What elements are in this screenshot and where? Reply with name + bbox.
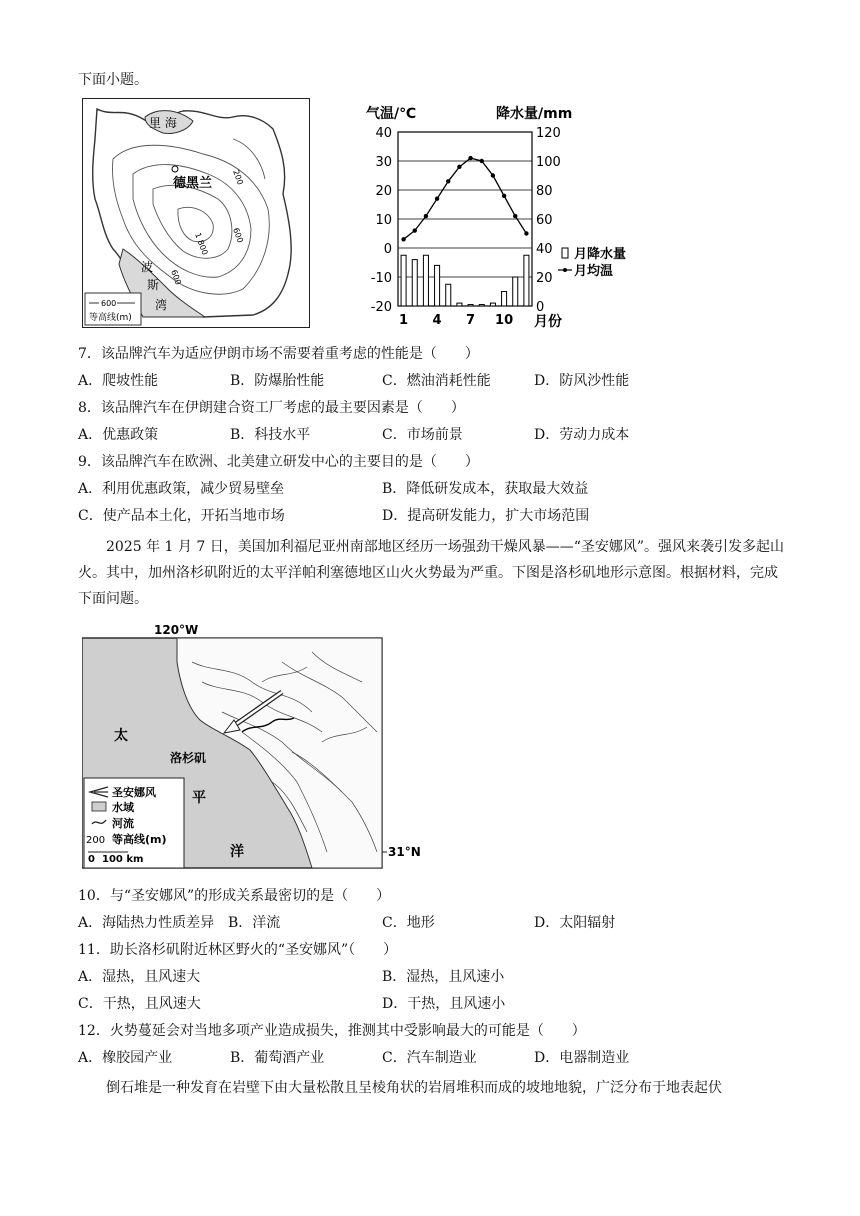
- water-legend-swatch: [92, 802, 106, 811]
- right-tick-label: 60: [536, 213, 553, 228]
- q10-option-c[interactable]: C．地形: [382, 915, 435, 931]
- ocean-label: 太: [114, 728, 128, 744]
- precip-bar: [502, 292, 507, 307]
- precip-bar: [446, 284, 451, 306]
- precip-bar: [524, 255, 529, 306]
- q11-option-a[interactable]: A．湿热，且风速大: [78, 969, 201, 985]
- q7-option-d[interactable]: D．防风沙性能: [534, 373, 630, 389]
- left-tick-label: 40: [375, 126, 392, 141]
- iran-map: [82, 98, 310, 328]
- x-tick-label: 7: [466, 313, 476, 328]
- tehran-marker: [172, 166, 178, 172]
- q9-option-c[interactable]: C．使产品本土化，开拓当地市场: [78, 508, 285, 524]
- q7-option-c[interactable]: C．燃油消耗性能: [382, 373, 491, 389]
- left-tick-label: 30: [375, 155, 392, 170]
- temperature-point: [468, 156, 472, 160]
- legend-contour-label: 等高线(m): [89, 313, 132, 323]
- temperature-point: [513, 214, 517, 218]
- temperature-point: [457, 165, 461, 169]
- left-tick-label: 10: [375, 213, 392, 228]
- right-tick-label: 20: [536, 271, 553, 286]
- question-8-stem: 8．该品牌汽车在伊朗建合资工厂考虑的最主要因素是（ ）: [78, 400, 465, 416]
- gulf-label: 波: [141, 260, 154, 274]
- passage-talus: 倒石堆是一种发育在岩壁下由大量松散且呈棱角状的岩屑堆积而成的坡地地貌，广泛分布于地表起伏: [106, 1080, 722, 1096]
- legend-wind: 圣安娜风: [112, 786, 156, 799]
- q12-option-d[interactable]: D．电器制造业: [534, 1050, 630, 1066]
- precip-bar: [513, 277, 518, 306]
- gulf-label: 湾: [155, 298, 168, 312]
- q8-option-d[interactable]: D．劳动力成本: [534, 427, 630, 443]
- temperature-point: [491, 173, 495, 177]
- left-axis-title: 气温/℃: [366, 106, 417, 122]
- ocean-label: 平: [192, 790, 206, 806]
- legend-bar-swatch: [562, 248, 568, 258]
- q11-option-d[interactable]: D．干热，且风速小: [382, 996, 506, 1012]
- q12-option-a[interactable]: A．橡胶园产业: [78, 1050, 173, 1066]
- q11-option-b[interactable]: B．湿热，且风速小: [382, 969, 505, 985]
- right-tick-label: 40: [536, 242, 553, 257]
- scale-zero: 0: [88, 854, 95, 865]
- temperature-point: [401, 237, 405, 241]
- legend-contour: 等高线(m): [112, 833, 167, 846]
- precip-bar: [490, 303, 495, 306]
- legend-contour-value: 200: [86, 835, 106, 846]
- temperature-point: [502, 194, 506, 198]
- ocean-label: 洋: [230, 844, 244, 860]
- x-axis-title: 月份: [534, 314, 562, 330]
- caspian-label: 里 海: [149, 116, 177, 130]
- legend-river: 河流: [112, 817, 134, 830]
- question-12-stem: 12．火势蔓延会对当地多项产业造成损失，推测其中受影响最大的可能是（ ）: [78, 1023, 586, 1039]
- q7-option-b[interactable]: B．防爆胎性能: [230, 373, 325, 389]
- question-11-stem: 11．助长洛杉矶附近林区野火的“圣安娜风”（ ）: [78, 942, 398, 958]
- left-tick-label: 0: [383, 242, 392, 257]
- precip-bar: [401, 255, 406, 306]
- temperature-point: [446, 179, 450, 183]
- right-axis-title: 降水量/mm: [496, 106, 573, 122]
- tehran-label: 德黑兰: [173, 176, 213, 191]
- temperature-point: [413, 228, 417, 232]
- latitude-label: 31°N: [388, 845, 421, 859]
- q9-option-b[interactable]: B．降低研发成本，获取最大效益: [382, 481, 589, 497]
- legend-contour-value: 600: [101, 299, 117, 308]
- right-tick-label: 120: [536, 126, 561, 141]
- question-9-stem: 9．该品牌汽车在欧洲、北美建立研发中心的主要目的是（ ）: [78, 454, 479, 470]
- precip-bar: [412, 260, 417, 306]
- q11-option-c[interactable]: C．干热，且风速大: [78, 996, 201, 1012]
- precip-bar: [479, 305, 484, 306]
- q9-option-d[interactable]: D．提高研发能力，扩大市场范围: [382, 508, 590, 524]
- q7-option-a[interactable]: A．爬坡性能: [78, 373, 159, 389]
- longitude-label: 120°W: [154, 623, 199, 637]
- gulf-label: 斯: [147, 278, 160, 292]
- q8-option-a[interactable]: A．优惠政策: [78, 427, 159, 443]
- contour-label: 200: [231, 168, 245, 187]
- x-tick-label: 10: [495, 313, 514, 328]
- temperature-point: [424, 214, 428, 218]
- legend-water: 水域: [112, 801, 134, 814]
- right-tick-label: 100: [536, 155, 561, 170]
- x-tick-label: 4: [432, 313, 442, 328]
- q8-option-c[interactable]: C．市场前景: [382, 427, 463, 443]
- precip-bar: [435, 265, 440, 306]
- q8-option-b[interactable]: B．科技水平: [230, 427, 311, 443]
- right-tick-label: 80: [536, 184, 553, 199]
- left-tick-label: 20: [375, 184, 392, 199]
- temperature-point: [435, 197, 439, 201]
- climate-chart: [362, 100, 652, 332]
- q10-option-d[interactable]: D．太阳辐射: [534, 915, 616, 931]
- left-tick-label: -10: [370, 271, 392, 286]
- precip-bar: [468, 305, 473, 306]
- legend-temp: 月均温: [574, 264, 614, 279]
- question-7-stem: 7．该品牌汽车为适应伊朗市场不需要着重考虑的性能是（ ）: [78, 346, 479, 362]
- question-10-stem: 10．与“圣安娜风”的形成关系最密切的是（ ）: [78, 888, 391, 904]
- la-map: [82, 622, 427, 874]
- temperature-point: [480, 159, 484, 163]
- contour-label: 1 800: [193, 231, 210, 257]
- passage-santa-ana: 2025 年 1 月 7 日，美国加利福尼亚州南部地区经历一场强劲干燥风暴——“圣安娜风”。强风来袭引发多起山火。其中，加州洛杉矶附近的太平洋帕利塞德地区山火火势最为严重。下图是洛杉矶地形示意图。根据材料，完成下面问题。: [78, 539, 785, 607]
- intro-text: 下面小题。: [78, 72, 148, 88]
- q12-option-c[interactable]: C．汽车制造业: [382, 1050, 477, 1066]
- q12-option-b[interactable]: B．葡萄酒产业: [230, 1050, 325, 1066]
- q10-option-a[interactable]: A．海陆热力性质差异: [78, 915, 215, 931]
- contour-label: 600: [169, 268, 183, 287]
- left-tick-label: -20: [370, 300, 392, 315]
- temperature-point: [524, 231, 528, 235]
- q10-option-b[interactable]: B．洋流: [228, 915, 281, 931]
- legend-precip: 月降水量: [574, 247, 627, 262]
- x-tick-label: 1: [399, 313, 409, 328]
- temperature-line: [404, 158, 527, 239]
- q9-option-a[interactable]: A．利用优惠政策，减少贸易壁垒: [78, 481, 285, 497]
- precip-bar: [423, 255, 428, 306]
- right-tick-label: 0: [536, 300, 545, 315]
- scale-distance: 100 km: [102, 854, 144, 865]
- city-label: 洛杉矶: [170, 751, 207, 765]
- precip-bar: [457, 303, 462, 306]
- contour-label: 600: [231, 226, 245, 245]
